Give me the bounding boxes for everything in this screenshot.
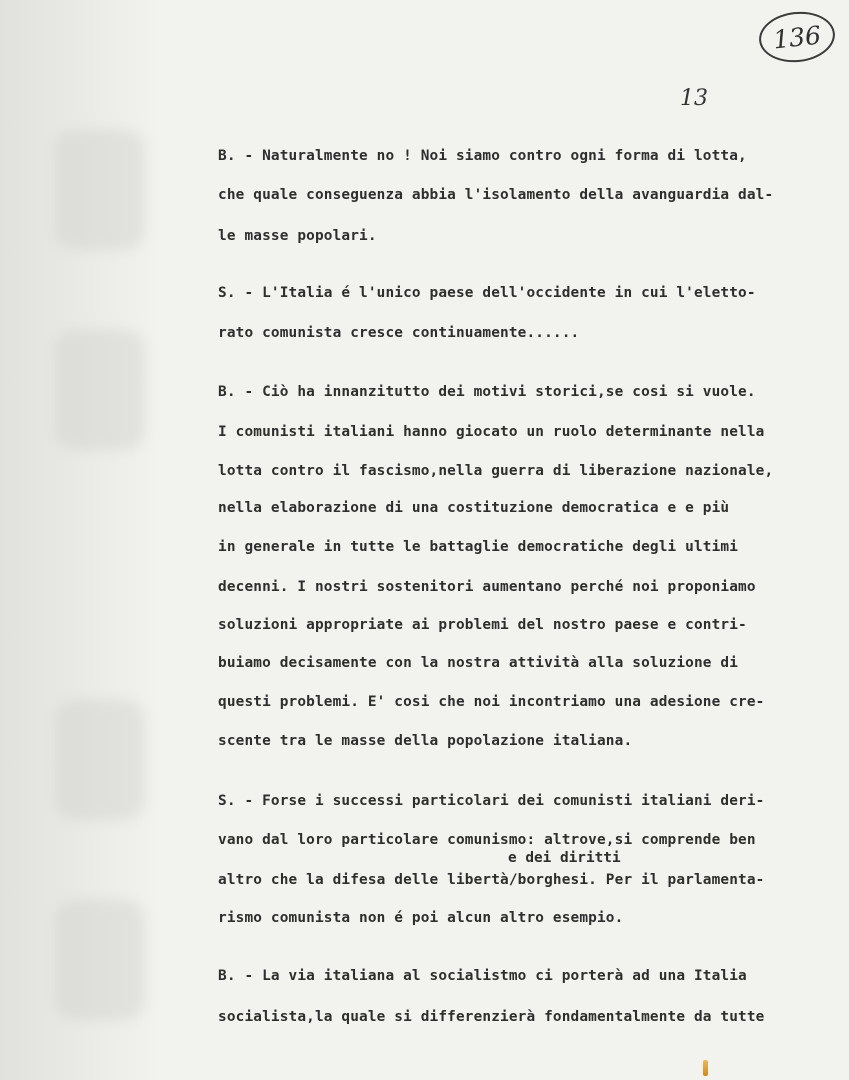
text-line: decenni. I nostri sostenitori aumentano perché noi proponiamo xyxy=(218,579,756,595)
text-line: socialista,la quale si differenzierà fondamentalmente da tutte xyxy=(218,1009,765,1025)
text-line: I comunisti italiani hanno giocato un ruolo determinante nella xyxy=(218,424,765,440)
bleed-through-mark xyxy=(55,330,145,450)
text-line: scente tra le masse della popolazione italiana. xyxy=(218,733,633,749)
left-edge-bleed xyxy=(0,0,160,1080)
text-line: rismo comunista non é poi alcun altro esempio. xyxy=(218,910,624,926)
text-line: che quale conseguenza abbia l'isolamento della avanguardia dal- xyxy=(218,187,774,203)
text-line: le masse popolari. xyxy=(218,228,377,244)
page-edge-tab xyxy=(703,1060,708,1076)
bleed-through-mark xyxy=(55,700,145,820)
text-line: altro che la difesa delle libertà/borghesi. Per il parlamenta- xyxy=(218,872,765,888)
text-line: soluzioni appropriate ai problemi del nostro paese e contri- xyxy=(218,617,747,633)
text-line: B. - La via italiana al socialistmo ci porterà ad una Italia xyxy=(218,968,747,984)
text-line: B. - Naturalmente no ! Noi siamo contro ogni forma di lotta, xyxy=(218,148,747,164)
text-line: rato comunista cresce continuamente...... xyxy=(218,325,580,341)
bleed-through-mark xyxy=(55,130,145,250)
archive-number-stamp xyxy=(757,8,838,66)
interlinear-insertion: e dei diritti xyxy=(508,850,621,866)
bleed-through-mark xyxy=(55,900,145,1020)
text-line: B. - Ciò ha innanzitutto dei motivi storici,se cosi si vuole. xyxy=(218,384,756,400)
archive-number: 136 xyxy=(771,20,823,54)
text-line: vano dal loro particolare comunismo: altrove,si comprende ben xyxy=(218,832,756,848)
text-line: lotta contro il fascismo,nella guerra di liberazione nazionale, xyxy=(218,463,774,479)
text-line: buiamo decisamente con la nostra attività alla soluzione di xyxy=(218,655,739,671)
text-line: nella elaborazione di una costituzione democratica e e più xyxy=(218,500,730,516)
text-line: S. - L'Italia é l'unico paese dell'occidente in cui l'eletto- xyxy=(218,285,756,301)
text-line: questi problemi. E' cosi che noi incontriamo una adesione cre- xyxy=(218,694,765,710)
text-line: S. - Forse i successi particolari dei comunisti italiani deri- xyxy=(218,793,765,809)
page-number: 13 xyxy=(680,86,708,111)
text-line: in generale in tutte le battaglie democratiche degli ultimi xyxy=(218,539,739,555)
